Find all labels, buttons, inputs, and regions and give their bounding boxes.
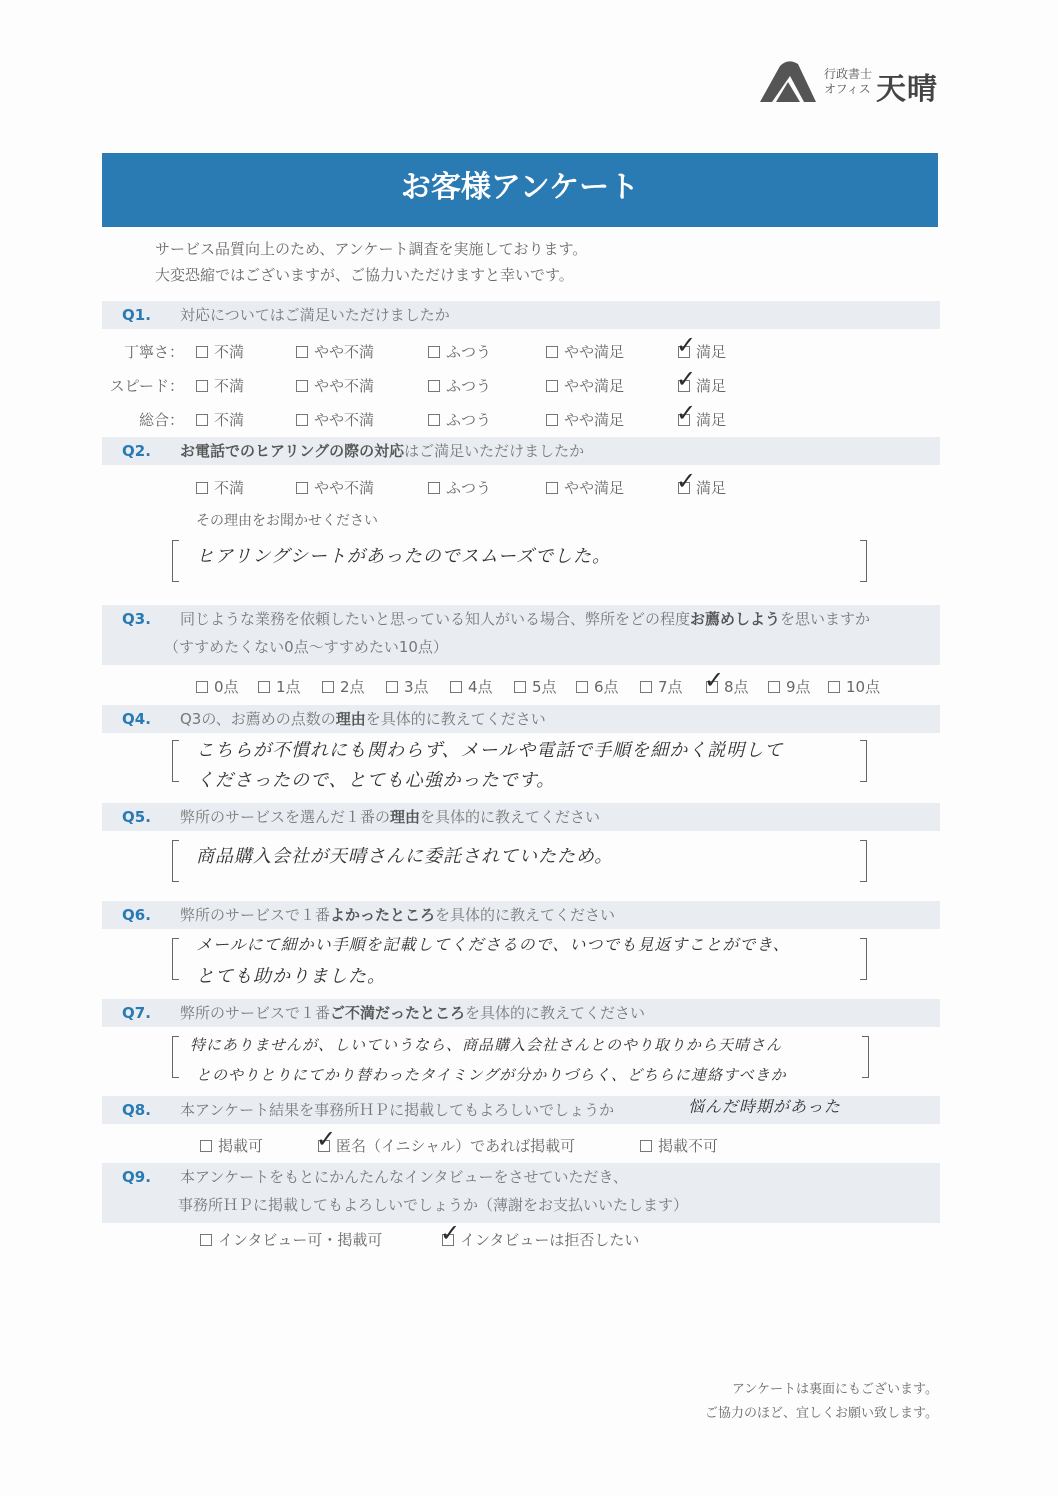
question-text: 弊所のサービスを選んだ１番の: [180, 808, 391, 826]
check-mark-icon: ✓: [440, 1219, 461, 1247]
q2-option[interactable]: [676, 467, 727, 498]
question-number: Q9.: [122, 1168, 151, 1186]
checkbox[interactable]: [200, 1234, 212, 1246]
checkbox[interactable]: [828, 681, 840, 693]
answer-bracket-right: [860, 840, 867, 882]
question-text: Q3の、お薦めの点数の: [180, 710, 336, 728]
question-text: 本アンケートをもとにかんたんなインタビューをさせていただき、: [180, 1168, 628, 1186]
checkbox[interactable]: [546, 346, 558, 358]
checkbox[interactable]: [546, 380, 558, 392]
question-scale-note: （すすめたくない0点～すすめたい10点）: [164, 638, 448, 656]
q7-answer-line-1[interactable]: 特にありませんが、しいていうなら、商品購入会社さんとのやり取りから天晴さん: [190, 1036, 783, 1054]
question-text: 弊所のサービスで１番: [180, 906, 331, 924]
option-label: やや不満: [314, 411, 375, 429]
option-label: ふつう: [446, 479, 492, 497]
question-2-header: [102, 437, 940, 465]
q3-option[interactable]: [258, 676, 301, 697]
footer-note-2: ご協力のほど、宜しくお願い致します。: [705, 1406, 938, 1421]
option-label: 不満: [214, 377, 245, 395]
q1-row-label: スピード：: [109, 377, 184, 395]
checkbox[interactable]: [196, 346, 208, 358]
question-number: Q1.: [122, 306, 151, 324]
option-label: 匿名（イニシャル）であれば掲載可: [336, 1137, 576, 1155]
option-label: 3点: [404, 678, 429, 696]
answer-bracket-left: [172, 740, 179, 782]
q1-option[interactable]: [296, 375, 374, 396]
option-label: インタビュー可・掲載可: [218, 1231, 383, 1249]
option-label: やや満足: [564, 377, 625, 395]
q7-answer-line-2[interactable]: とのやりとりにてかり替わったタイミングが分かりづらく、どちらに連絡すべきか: [196, 1066, 787, 1084]
checkbox[interactable]: [514, 681, 526, 693]
question-5-header: [102, 803, 940, 831]
checkbox[interactable]: [196, 681, 208, 693]
q6-answer-line-2[interactable]: とても助かりました。: [196, 966, 386, 987]
logo-name: 天晴: [876, 72, 938, 107]
option-label: 4点: [468, 678, 493, 696]
checkbox[interactable]: [386, 681, 398, 693]
question-text: を具体的に教えてください: [465, 1004, 646, 1022]
checkbox[interactable]: [428, 414, 440, 426]
check-mark-icon: ✓: [676, 467, 697, 495]
option-label: 0点: [214, 678, 239, 696]
checkbox[interactable]: [546, 482, 558, 494]
option-label: やや不満: [314, 479, 375, 497]
question-3-header: [102, 605, 940, 665]
reason-prompt: その理由をお聞かせください: [196, 513, 378, 529]
q2-option[interactable]: [546, 477, 624, 498]
q3-option[interactable]: [514, 676, 557, 697]
q1-option[interactable]: [676, 399, 727, 430]
question-text: を具体的に教えてください: [435, 906, 616, 924]
option-label: やや満足: [564, 479, 625, 497]
question-text: 同じような業務を依頼したいと思っている知人がいる場合、弊所をどの程度: [180, 610, 691, 628]
question-text-bold: お電話でのヒアリングの際の対応: [180, 442, 405, 460]
question-text: はご満足いただけましたか: [404, 442, 585, 460]
checkbox[interactable]: [196, 380, 208, 392]
option-label: 不満: [214, 479, 245, 497]
answer-bracket-right: [862, 1036, 869, 1078]
q1-option[interactable]: [296, 409, 374, 430]
q8-option[interactable]: [640, 1135, 718, 1156]
q2-option[interactable]: [428, 477, 491, 498]
q1-option[interactable]: [428, 375, 491, 396]
question-1-header: [102, 301, 940, 329]
q4-answer-line-1[interactable]: こちらが不慣れにも関わらず、メールや電話で手順を細かく説明して: [196, 740, 784, 761]
q1-option[interactable]: [428, 409, 491, 430]
checkbox[interactable]: [200, 1140, 212, 1152]
question-number: Q4.: [122, 710, 151, 728]
option-label: 満足: [696, 377, 727, 395]
answer-bracket-right: [860, 938, 867, 980]
question-7-header: [102, 999, 940, 1027]
q1-option[interactable]: [676, 331, 727, 362]
check-mark-icon: ✓: [316, 1125, 337, 1153]
option-label: 7点: [658, 678, 683, 696]
answer-bracket-left: [172, 540, 179, 582]
check-mark-icon: ✓: [704, 666, 725, 694]
logo-line2: オフィス: [824, 82, 871, 96]
q1-row-label: 丁寧さ：: [123, 343, 184, 361]
intro-line-2: 大変恐縮ではございますが、ご協力いただけますと幸いです。: [155, 266, 574, 284]
checkbox[interactable]: [640, 681, 652, 693]
logo-subtitle: [824, 67, 872, 97]
question-text-bold: 理由: [390, 808, 421, 826]
option-label: 10点: [846, 678, 881, 696]
checkbox[interactable]: [258, 681, 270, 693]
checkbox[interactable]: [640, 1140, 652, 1152]
q1-option[interactable]: [196, 409, 244, 430]
intro-line-1: サービス品質向上のため、アンケート調査を実施しております。: [155, 240, 588, 258]
q3-option[interactable]: [450, 676, 493, 697]
option-label: 不満: [214, 411, 245, 429]
checkbox[interactable]: [768, 681, 780, 693]
q2-option[interactable]: [296, 477, 374, 498]
checkbox[interactable]: [296, 346, 308, 358]
q8-option[interactable]: [200, 1135, 263, 1156]
office-logo-mark: [758, 58, 818, 104]
question-number: Q5.: [122, 808, 151, 826]
q2-option[interactable]: [196, 477, 244, 498]
q1-option[interactable]: [196, 341, 244, 362]
checkbox[interactable]: [428, 482, 440, 494]
checkbox[interactable]: [428, 346, 440, 358]
option-label: ふつう: [446, 411, 492, 429]
checkbox[interactable]: [576, 681, 588, 693]
answer-bracket-left: [172, 840, 179, 882]
q1-option[interactable]: [196, 375, 244, 396]
check-mark-icon: ✓: [676, 331, 697, 359]
option-label: 6点: [594, 678, 619, 696]
question-number: Q6.: [122, 906, 151, 924]
q5-answer-line-1[interactable]: 商品購入会社が天晴さんに委託されていたため。: [196, 846, 614, 867]
checkbox[interactable]: [296, 380, 308, 392]
checkbox[interactable]: [196, 482, 208, 494]
option-label: 満足: [696, 411, 727, 429]
option-label: 不満: [214, 343, 245, 361]
question-text: 対応についてはご満足いただけましたか: [180, 306, 450, 324]
question-number: Q3.: [122, 610, 151, 628]
q3-option[interactable]: [386, 676, 429, 697]
question-9-header: [102, 1163, 940, 1223]
question-text: を具体的に教えてください: [365, 710, 546, 728]
option-label: 5点: [532, 678, 557, 696]
question-4-header: [102, 705, 940, 733]
q1-option[interactable]: [676, 365, 727, 396]
logo-line1: 行政書士: [824, 67, 873, 81]
option-label: 掲載可: [218, 1137, 264, 1155]
q2-handwritten-answer[interactable]: ヒアリングシートがあったのでスムーズでした。: [196, 546, 611, 567]
question-text-bold: ご不満だったところ: [330, 1004, 466, 1022]
question-text-bold: お薦めしよう: [690, 610, 781, 628]
q1-option[interactable]: [296, 341, 374, 362]
option-label: 2点: [340, 678, 365, 696]
question-text: を具体的に教えてください: [420, 808, 601, 826]
checkbox[interactable]: [322, 681, 334, 693]
option-label: 満足: [696, 343, 727, 361]
question-text-bold: 理由: [335, 710, 366, 728]
option-label: やや満足: [564, 411, 625, 429]
question-text-bold: よかったところ: [330, 906, 436, 924]
option-label: 9点: [786, 678, 811, 696]
q3-option[interactable]: [322, 676, 365, 697]
checkbox[interactable]: [296, 414, 308, 426]
q1-option[interactable]: [546, 341, 624, 362]
q8-option[interactable]: [316, 1125, 576, 1156]
q7-answer-line-3[interactable]: 悩んだ時期があった: [688, 1097, 841, 1116]
option-label: やや満足: [564, 343, 625, 361]
q4-answer-line-2[interactable]: くださったので、とても心強かったです。: [196, 770, 556, 791]
q1-option[interactable]: [546, 375, 624, 396]
footer-note-1: アンケートは裏面にもございます。: [731, 1382, 938, 1397]
option-label: ふつう: [446, 343, 492, 361]
q3-option[interactable]: [196, 676, 239, 697]
question-text: 本アンケート結果を事務所ＨＰに掲載してもよろしいでしょうか: [180, 1101, 615, 1119]
checkbox[interactable]: [296, 482, 308, 494]
q1-option[interactable]: [428, 341, 491, 362]
q6-answer-line-1[interactable]: メールにて細かい手順を記載してくださるので、いつでも見返すことができ、: [196, 935, 790, 954]
q3-option[interactable]: [768, 676, 811, 697]
question-text-line-2: 事務所ＨＰに掲載してもよろしいでしょうか（薄謝をお支払いいたします）: [178, 1196, 689, 1214]
option-label: 満足: [696, 479, 727, 497]
option-label: やや不満: [314, 377, 375, 395]
q9-option[interactable]: [440, 1219, 640, 1250]
q9-option[interactable]: [200, 1229, 382, 1250]
checkbox[interactable]: [450, 681, 462, 693]
answer-bracket-left: [172, 1036, 179, 1078]
check-mark-icon: ✓: [676, 365, 697, 393]
question-number: Q2.: [122, 442, 151, 460]
question-6-header: [102, 901, 940, 929]
check-mark-icon: ✓: [676, 399, 697, 427]
question-number: Q7.: [122, 1004, 151, 1022]
answer-bracket-left: [172, 938, 179, 980]
option-label: 掲載不可: [658, 1137, 719, 1155]
checkbox[interactable]: [428, 380, 440, 392]
option-label: インタビューは拒否したい: [460, 1231, 640, 1249]
checkbox[interactable]: [196, 414, 208, 426]
q3-option[interactable]: [576, 676, 619, 697]
option-label: 8点: [724, 678, 749, 696]
option-label: 1点: [276, 678, 301, 696]
answer-bracket-right: [860, 540, 867, 582]
option-label: やや不満: [314, 343, 375, 361]
q1-row-label: 総合：: [138, 411, 184, 429]
question-text: 弊所のサービスで１番: [180, 1004, 331, 1022]
option-label: ふつう: [446, 377, 492, 395]
q3-option[interactable]: [640, 676, 683, 697]
survey-title-banner: お客様アンケート: [102, 153, 938, 227]
q1-option[interactable]: [546, 409, 624, 430]
q3-option[interactable]: [704, 666, 749, 697]
question-number: Q8.: [122, 1101, 151, 1119]
answer-bracket-right: [860, 740, 867, 782]
q3-option[interactable]: [828, 676, 880, 697]
question-text: を思いますか: [780, 610, 871, 628]
checkbox[interactable]: [546, 414, 558, 426]
